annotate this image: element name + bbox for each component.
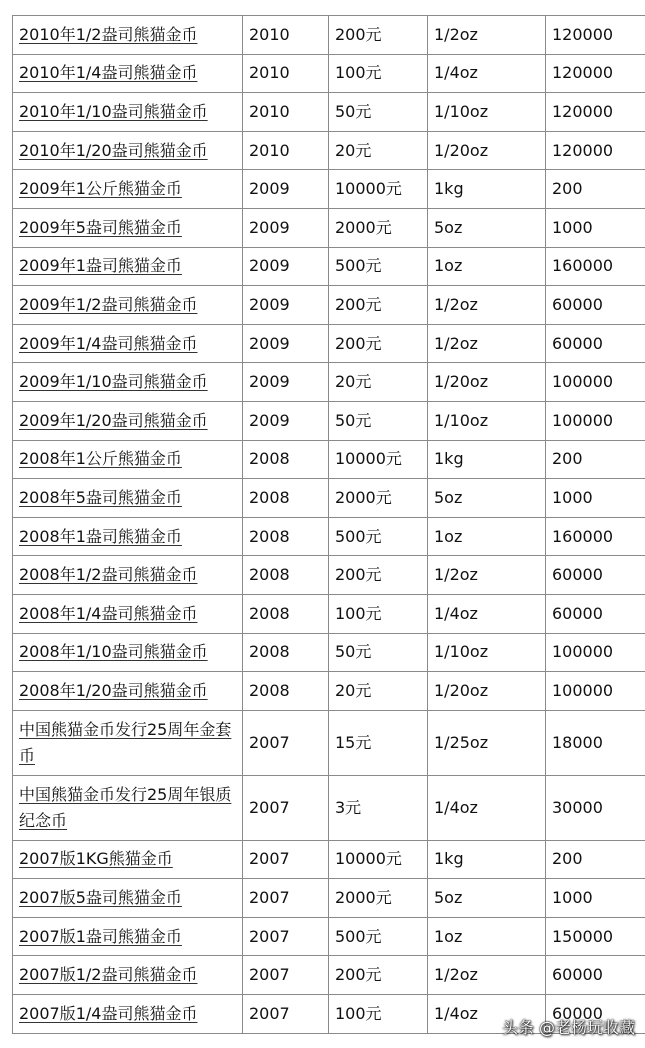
table-row xyxy=(13,710,645,775)
watermark: 头条 @老杨玩收藏 xyxy=(501,1018,635,1037)
mintage-cell: 120000 xyxy=(546,54,645,93)
year-cell: 2009 xyxy=(243,286,329,325)
table-row xyxy=(13,54,645,93)
weight-cell: 1/4oz xyxy=(428,54,546,93)
mintage-cell: 18000 xyxy=(546,710,645,775)
year-cell: 2009 xyxy=(243,363,329,402)
table-row xyxy=(13,324,645,363)
year-cell: 2008 xyxy=(243,594,329,633)
weight-cell: 1oz xyxy=(428,917,546,956)
mintage-cell: 100000 xyxy=(546,633,645,672)
table-row xyxy=(13,170,645,209)
mintage-cell: 100000 xyxy=(546,401,645,440)
year-cell: 2007 xyxy=(243,840,329,879)
coin-name-link[interactable]: 2010年1/10盎司熊猫金币 xyxy=(19,101,208,121)
table-row xyxy=(13,594,645,633)
face-value-cell: 2000元 xyxy=(329,479,428,518)
coin-name-cell xyxy=(13,401,243,440)
coin-name-cell xyxy=(13,710,243,775)
face-value-cell: 500元 xyxy=(329,917,428,956)
face-value-cell: 200元 xyxy=(329,16,428,55)
mintage-cell: 60000 xyxy=(546,995,645,1034)
year-cell: 2010 xyxy=(243,131,329,170)
weight-cell: 1/10oz xyxy=(428,93,546,132)
mintage-cell: 60000 xyxy=(546,556,645,595)
coin-name-link[interactable]: 2008年1/2盎司熊猫金币 xyxy=(19,565,198,585)
year-cell: 2008 xyxy=(243,556,329,595)
coin-name-link[interactable]: 2008年5盎司熊猫金币 xyxy=(19,487,182,507)
weight-cell: 1/2oz xyxy=(428,956,546,995)
coin-name-cell xyxy=(13,879,243,918)
coin-name-cell xyxy=(13,479,243,518)
mintage-cell: 120000 xyxy=(546,131,645,170)
weight-cell: 1/25oz xyxy=(428,710,546,775)
mintage-cell: 200 xyxy=(546,170,645,209)
year-cell: 2010 xyxy=(243,16,329,55)
face-value-cell: 200元 xyxy=(329,324,428,363)
coin-name-link[interactable]: 2007版1KG熊猫金币 xyxy=(19,849,173,869)
face-value-cell: 200元 xyxy=(329,556,428,595)
table-row xyxy=(13,401,645,440)
mintage-cell: 1000 xyxy=(546,208,645,247)
face-value-cell: 100元 xyxy=(329,54,428,93)
weight-cell: 1/2oz xyxy=(428,324,546,363)
mintage-cell: 120000 xyxy=(546,93,645,132)
coin-name-cell xyxy=(13,54,243,93)
table-row xyxy=(13,440,645,479)
coin-name-cell xyxy=(13,517,243,556)
weight-cell: 1/20oz xyxy=(428,131,546,170)
weight-cell: 1/4oz xyxy=(428,995,546,1034)
coin-name-link[interactable]: 2008年1盎司熊猫金币 xyxy=(19,526,182,546)
coin-name-link[interactable]: 2008年1/10盎司熊猫金币 xyxy=(19,642,208,662)
weight-cell: 1/20oz xyxy=(428,672,546,711)
coin-name-link[interactable]: 2010年1/2盎司熊猫金币 xyxy=(19,24,198,44)
mintage-cell: 60000 xyxy=(546,956,645,995)
table-row xyxy=(13,917,645,956)
table-row xyxy=(13,479,645,518)
coin-name-link[interactable]: 2009年1/2盎司熊猫金币 xyxy=(19,294,198,314)
year-cell: 2008 xyxy=(243,672,329,711)
coin-name-link[interactable]: 2008年1/4盎司熊猫金币 xyxy=(19,603,198,623)
year-cell: 2010 xyxy=(243,93,329,132)
face-value-cell: 2000元 xyxy=(329,879,428,918)
weight-cell: 1kg xyxy=(428,440,546,479)
mintage-cell: 1000 xyxy=(546,479,645,518)
coin-name-cell xyxy=(13,556,243,595)
face-value-cell: 100元 xyxy=(329,594,428,633)
coin-name-cell xyxy=(13,917,243,956)
weight-cell: 1/2oz xyxy=(428,556,546,595)
year-cell: 2008 xyxy=(243,479,329,518)
face-value-cell: 50元 xyxy=(329,93,428,132)
face-value-cell: 20元 xyxy=(329,131,428,170)
face-value-cell: 3元 xyxy=(329,775,428,840)
face-value-cell: 200元 xyxy=(329,286,428,325)
mintage-cell: 150000 xyxy=(546,917,645,956)
coin-name-link[interactable]: 2010年1/4盎司熊猫金币 xyxy=(19,63,198,83)
coin-name-cell xyxy=(13,16,243,55)
year-cell: 2009 xyxy=(243,401,329,440)
table-row xyxy=(13,956,645,995)
weight-cell: 1/4oz xyxy=(428,594,546,633)
coin-name-link[interactable]: 2007版1/2盎司熊猫金币 xyxy=(19,965,198,985)
weight-cell: 1/2oz xyxy=(428,286,546,325)
year-cell: 2007 xyxy=(243,710,329,775)
coin-name-link[interactable]: 2009年1/4盎司熊猫金币 xyxy=(19,333,198,353)
coin-name-cell xyxy=(13,775,243,840)
table-row xyxy=(13,633,645,672)
coin-name-link[interactable]: 2009年1/10盎司熊猫金币 xyxy=(19,372,208,392)
weight-cell: 1oz xyxy=(428,517,546,556)
coin-name-cell xyxy=(13,208,243,247)
year-cell: 2009 xyxy=(243,170,329,209)
coin-name-cell xyxy=(13,840,243,879)
face-value-cell: 500元 xyxy=(329,517,428,556)
mintage-cell: 200 xyxy=(546,840,645,879)
coin-name-link[interactable]: 2007版1/4盎司熊猫金币 xyxy=(19,1003,198,1023)
mintage-cell: 100000 xyxy=(546,363,645,402)
table-row xyxy=(13,879,645,918)
mintage-cell: 120000 xyxy=(546,16,645,55)
face-value-cell: 500元 xyxy=(329,247,428,286)
mintage-cell: 100000 xyxy=(546,672,645,711)
year-cell: 2009 xyxy=(243,208,329,247)
weight-cell: 1/20oz xyxy=(428,363,546,402)
weight-cell: 5oz xyxy=(428,479,546,518)
weight-cell: 1/4oz xyxy=(428,775,546,840)
coin-name-link[interactable]: 2009年1公斤熊猫金币 xyxy=(19,179,182,199)
mintage-cell: 60000 xyxy=(546,594,645,633)
weight-cell: 1kg xyxy=(428,170,546,209)
coin-name-link[interactable]: 2009年5盎司熊猫金币 xyxy=(19,217,182,237)
coin-table-body xyxy=(13,16,645,1034)
table-row xyxy=(13,775,645,840)
year-cell: 2008 xyxy=(243,440,329,479)
mintage-cell: 200 xyxy=(546,440,645,479)
coin-name-link[interactable]: 2009年1/20盎司熊猫金币 xyxy=(19,410,208,430)
year-cell: 2007 xyxy=(243,775,329,840)
coin-name-cell xyxy=(13,672,243,711)
weight-cell: 5oz xyxy=(428,879,546,918)
year-cell: 2009 xyxy=(243,324,329,363)
mintage-cell: 160000 xyxy=(546,247,645,286)
coin-name-link[interactable]: 2008年1公斤熊猫金币 xyxy=(19,449,182,469)
coin-name-cell xyxy=(13,93,243,132)
coin-name-cell xyxy=(13,286,243,325)
coin-name-link[interactable]: 中国熊猫金币发行25周年银质纪念币 xyxy=(19,784,232,830)
coin-name-link[interactable]: 2010年1/20盎司熊猫金币 xyxy=(19,140,208,160)
face-value-cell: 10000元 xyxy=(329,440,428,479)
mintage-cell: 160000 xyxy=(546,517,645,556)
table-row xyxy=(13,208,645,247)
mintage-cell: 30000 xyxy=(546,775,645,840)
coin-name-cell xyxy=(13,995,243,1034)
weight-cell: 1kg xyxy=(428,840,546,879)
weight-cell: 1/10oz xyxy=(428,401,546,440)
weight-cell: 1oz xyxy=(428,247,546,286)
table-row xyxy=(13,131,645,170)
weight-cell: 5oz xyxy=(428,208,546,247)
face-value-cell: 100元 xyxy=(329,995,428,1034)
face-value-cell: 20元 xyxy=(329,672,428,711)
coin-name-cell xyxy=(13,440,243,479)
table-row xyxy=(13,247,645,286)
table-row xyxy=(13,16,645,55)
coin-name-cell xyxy=(13,594,243,633)
year-cell: 2007 xyxy=(243,917,329,956)
year-cell: 2007 xyxy=(243,995,329,1034)
coin-name-link[interactable]: 中国熊猫金币发行25周年金套币 xyxy=(19,719,232,765)
coin-name-cell xyxy=(13,131,243,170)
mintage-cell: 60000 xyxy=(546,324,645,363)
face-value-cell: 200元 xyxy=(329,956,428,995)
face-value-cell: 10000元 xyxy=(329,840,428,879)
coin-name-link[interactable]: 2009年1盎司熊猫金币 xyxy=(19,256,182,276)
table-row xyxy=(13,517,645,556)
table-row xyxy=(13,363,645,402)
coin-name-cell xyxy=(13,324,243,363)
weight-cell: 1/2oz xyxy=(428,16,546,55)
coin-name-cell xyxy=(13,956,243,995)
table-row xyxy=(13,93,645,132)
table-row xyxy=(13,556,645,595)
weight-cell: 1/10oz xyxy=(428,633,546,672)
mintage-cell: 60000 xyxy=(546,286,645,325)
coin-name-link[interactable]: 2008年1/20盎司熊猫金币 xyxy=(19,680,208,700)
coin-table xyxy=(12,15,645,1034)
year-cell: 2010 xyxy=(243,54,329,93)
year-cell: 2009 xyxy=(243,247,329,286)
year-cell: 2007 xyxy=(243,956,329,995)
table-row xyxy=(13,672,645,711)
face-value-cell: 2000元 xyxy=(329,208,428,247)
coin-name-cell xyxy=(13,170,243,209)
face-value-cell: 10000元 xyxy=(329,170,428,209)
year-cell: 2008 xyxy=(243,633,329,672)
table-row xyxy=(13,286,645,325)
year-cell: 2007 xyxy=(243,879,329,918)
face-value-cell: 50元 xyxy=(329,633,428,672)
table-row xyxy=(13,840,645,879)
mintage-cell: 1000 xyxy=(546,879,645,918)
year-cell: 2008 xyxy=(243,517,329,556)
coin-name-cell xyxy=(13,247,243,286)
coin-name-link[interactable]: 2007版1盎司熊猫金币 xyxy=(19,926,182,946)
coin-name-link[interactable]: 2007版5盎司熊猫金币 xyxy=(19,888,182,908)
coin-name-cell xyxy=(13,633,243,672)
face-value-cell: 20元 xyxy=(329,363,428,402)
face-value-cell: 15元 xyxy=(329,710,428,775)
face-value-cell: 50元 xyxy=(329,401,428,440)
coin-name-cell xyxy=(13,363,243,402)
